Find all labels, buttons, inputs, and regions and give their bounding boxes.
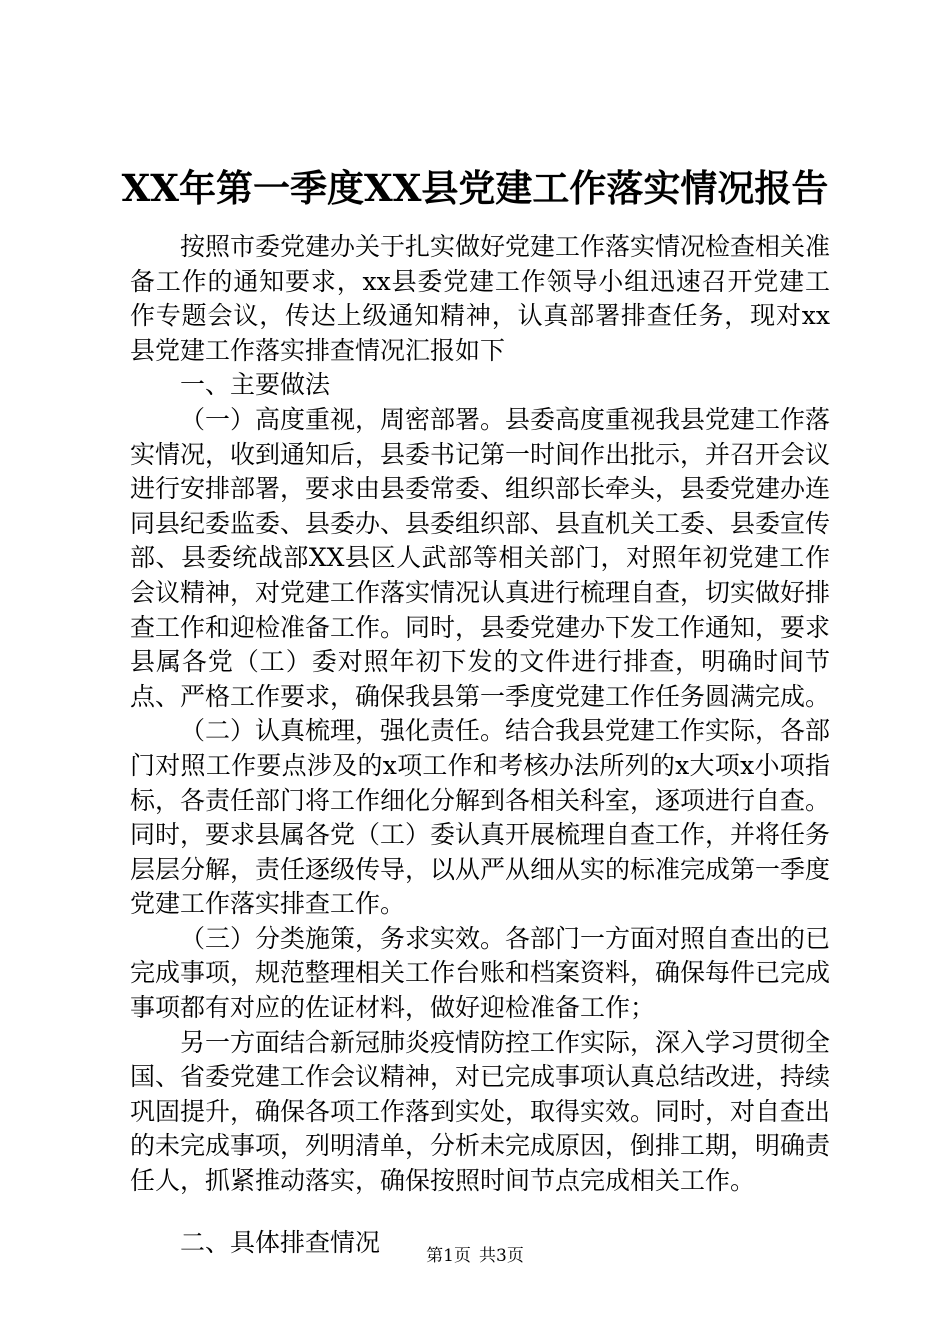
page-number: 第1页 bbox=[426, 1246, 471, 1266]
paragraph-item-3-continued: 另一方面结合新冠肺炎疫情防控工作实际，深入学习贯彻全国、省委党建工作会议精神，对已完成事项认真总结改进，持续巩固提升，确保各项工作落到实处，取得实效。同时，对自查出的未完成事项，列明清单，分析未完成原因，倒排工期，明确责任人，抓紧推动落实，确保按照时间节点完成相关工作。 bbox=[130, 1027, 831, 1196]
document-body bbox=[130, 230, 830, 1260]
document-title: XX年第一季度XX县党建工作落实情况报告 bbox=[121, 166, 829, 210]
page-total: 共3页 bbox=[479, 1246, 524, 1266]
section-heading-inspection: 二、具体排查情况 bbox=[180, 1227, 381, 1257]
paragraph-item-2: （二）认真梳理，强化责任。结合我县党建工作实际，各部门对照工作要点涉及的x项工作和考核办法所列的x大项x小项指标，各责任部门将工作细化分解到各相关科室，逐项进行自查。同时，要求县属各党（工）委认真开展梳理自查工作，并将任务层层分解，责任逐级传导，以从严从细从实的标准完成第一季度党建工作落实排查工作。 bbox=[130, 716, 831, 919]
intro-paragraph: 按照市委党建办关于扎实做好党建工作落实情况检查相关准备工作的通知要求，xx县委党建工作领导小组迅速召开党建工作专题会议，传达上级通知精神，认真部署排查任务，现对xx县党建工作落实排查情况汇报如下 bbox=[130, 232, 831, 365]
section-heading-main-practices: 一、主要做法 bbox=[180, 370, 331, 400]
paragraph-item-1: （一）高度重视，周密部署。县委高度重视我县党建工作落实情况，收到通知后，县委书记第一时间作出批示，并召开会议进行安排部署，要求由县委常委、组织部长牵头，县委党建办连同县纪委监委、县委办、县委组织部、县直机关工委、县委宣传部、县委统战部XX县区人武部等相关部门，对照年初党建工作会议精神，对党建工作落实情况认真进行梳理自查，切实做好排查工作和迎检准备工作。同时，县委党建办下发工作通知，要求县属各党（工）委对照年初下发的文件进行排查，明确时间节点、严格工作要求，确保我县第一季度党建工作任务圆满完成。 bbox=[130, 404, 831, 711]
page-footer bbox=[0, 1244, 950, 1268]
paragraph-item-3: （三）分类施策，务求实效。各部门一方面对照自查出的已完成事项，规范整理相关工作台账和档案资料，确保每件已完成事项都有对应的佐证材料，做好迎检准备工作； bbox=[130, 923, 831, 1023]
